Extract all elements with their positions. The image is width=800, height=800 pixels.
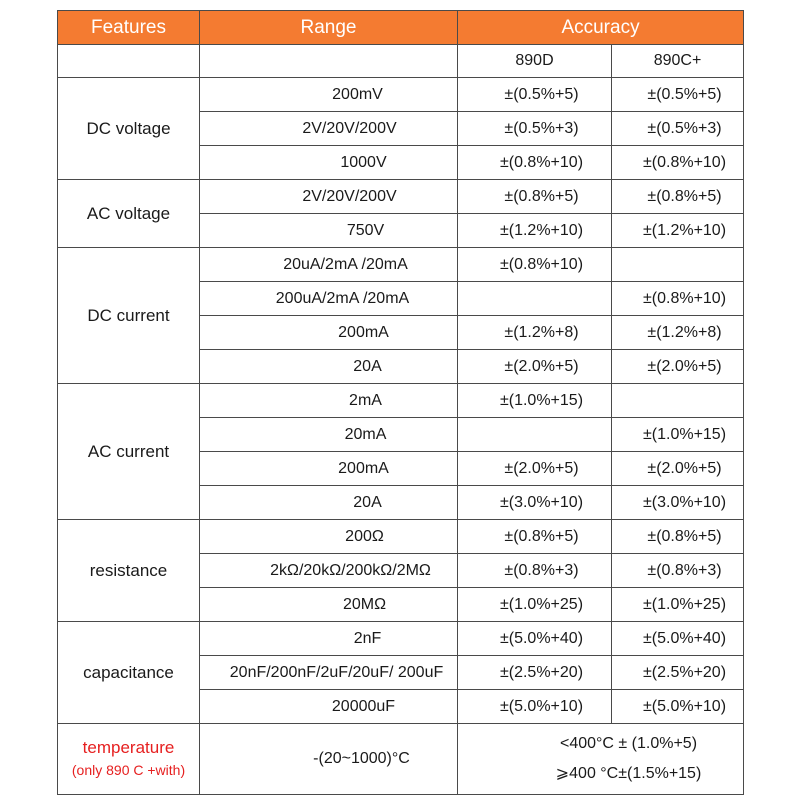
accuracy-890c: ±(2.0%+5)	[612, 452, 744, 486]
feature-ac-current: AC current	[58, 384, 200, 520]
accuracy-890c: ±(1.2%+10)	[612, 214, 744, 248]
feature-ac-voltage: AC voltage	[58, 180, 200, 248]
feature-capacitance: capacitance	[58, 622, 200, 724]
header-row	[58, 11, 744, 45]
temperature-accuracy	[458, 724, 744, 795]
feature-dc-voltage: DC voltage	[58, 78, 200, 180]
table-row	[58, 248, 744, 282]
accuracy-890d: ±(0.8%+5)	[458, 180, 612, 214]
range-cell: 20000uF	[200, 690, 458, 724]
range-cell: 200mA	[200, 316, 458, 350]
table-row	[58, 724, 744, 795]
feature-temperature	[58, 724, 200, 795]
feature-dc-current: DC current	[58, 248, 200, 384]
range-cell: 20mA	[200, 418, 458, 452]
range-cell: 2nF	[200, 622, 458, 656]
accuracy-890d: ±(2.0%+5)	[458, 350, 612, 384]
accuracy-890c: ±(0.8%+5)	[612, 520, 744, 554]
temperature-note: (only 890 C +with)	[71, 762, 186, 778]
range-cell: 200Ω	[200, 520, 458, 554]
table-row	[58, 520, 744, 554]
accuracy-890c: ±(1.0%+15)	[612, 418, 744, 452]
table-row	[58, 384, 744, 418]
accuracy-890d: ±(0.8%+10)	[458, 146, 612, 180]
accuracy-890d: ±(3.0%+10)	[458, 486, 612, 520]
temperature-accuracy-low: <400°C ± (1.0%+5)	[559, 735, 698, 752]
blank-cell	[58, 45, 200, 78]
accuracy-890c: ±(0.5%+3)	[612, 112, 744, 146]
accuracy-890d	[458, 282, 612, 316]
table-row	[58, 78, 744, 112]
blank-cell	[200, 45, 458, 78]
accuracy-890d: ±(2.5%+20)	[458, 656, 612, 690]
accuracy-890d: ±(2.0%+5)	[458, 452, 612, 486]
range-cell: 2mA	[200, 384, 458, 418]
feature-resistance: resistance	[58, 520, 200, 622]
temperature-accuracy-high: ⩾400 °C±(1.5%+15)	[555, 765, 702, 782]
header-features: Features	[58, 11, 200, 45]
accuracy-890d: ±(0.8%+10)	[458, 248, 612, 282]
accuracy-890d: ±(0.5%+5)	[458, 78, 612, 112]
header-range: Range	[200, 11, 458, 45]
range-cell: 2kΩ/20kΩ/200kΩ/2MΩ	[200, 554, 458, 588]
accuracy-890d	[458, 418, 612, 452]
accuracy-890d: ±(5.0%+40)	[458, 622, 612, 656]
accuracy-890d: ±(1.0%+25)	[458, 588, 612, 622]
range-cell: 1000V	[200, 146, 458, 180]
table-row	[58, 622, 744, 656]
accuracy-890c: ±(5.0%+10)	[612, 690, 744, 724]
temperature-label: temperature	[82, 738, 175, 757]
accuracy-890d: ±(0.8%+3)	[458, 554, 612, 588]
accuracy-890c: ±(1.0%+25)	[612, 588, 744, 622]
accuracy-890c: ±(5.0%+40)	[612, 622, 744, 656]
accuracy-890d: ±(5.0%+10)	[458, 690, 612, 724]
accuracy-890d: ±(1.2%+10)	[458, 214, 612, 248]
accuracy-890c: ±(1.2%+8)	[612, 316, 744, 350]
accuracy-890c	[612, 248, 744, 282]
spec-table	[57, 10, 744, 795]
range-cell: 20uA/2mA /20mA	[200, 248, 458, 282]
model-890c-plus: 890C+	[612, 45, 744, 78]
range-cell: 750V	[200, 214, 458, 248]
temperature-range: -(20~1000)°C	[200, 724, 458, 795]
range-cell: 200mV	[200, 78, 458, 112]
accuracy-890d: ±(1.0%+15)	[458, 384, 612, 418]
model-row	[58, 45, 744, 78]
range-cell: 20nF/200nF/2uF/20uF/ 200uF	[200, 656, 458, 690]
range-cell: 20A	[200, 486, 458, 520]
accuracy-890c: ±(2.5%+20)	[612, 656, 744, 690]
header-accuracy: Accuracy	[458, 11, 744, 45]
range-cell: 2V/20V/200V	[200, 180, 458, 214]
range-cell: 200uA/2mA /20mA	[200, 282, 458, 316]
accuracy-890c: ±(0.8%+5)	[612, 180, 744, 214]
accuracy-890c: ±(0.5%+5)	[612, 78, 744, 112]
accuracy-890c: ±(2.0%+5)	[612, 350, 744, 384]
range-cell: 2V/20V/200V	[200, 112, 458, 146]
range-cell: 200mA	[200, 452, 458, 486]
accuracy-890c: ±(0.8%+10)	[612, 146, 744, 180]
accuracy-890c: ±(0.8%+10)	[612, 282, 744, 316]
accuracy-890d: ±(1.2%+8)	[458, 316, 612, 350]
range-cell: 20MΩ	[200, 588, 458, 622]
accuracy-890c	[612, 384, 744, 418]
accuracy-890c: ±(0.8%+3)	[612, 554, 744, 588]
table-row	[58, 180, 744, 214]
accuracy-890c: ±(3.0%+10)	[612, 486, 744, 520]
range-cell: 20A	[200, 350, 458, 384]
accuracy-890d: ±(0.8%+5)	[458, 520, 612, 554]
model-890d: 890D	[458, 45, 612, 78]
accuracy-890d: ±(0.5%+3)	[458, 112, 612, 146]
